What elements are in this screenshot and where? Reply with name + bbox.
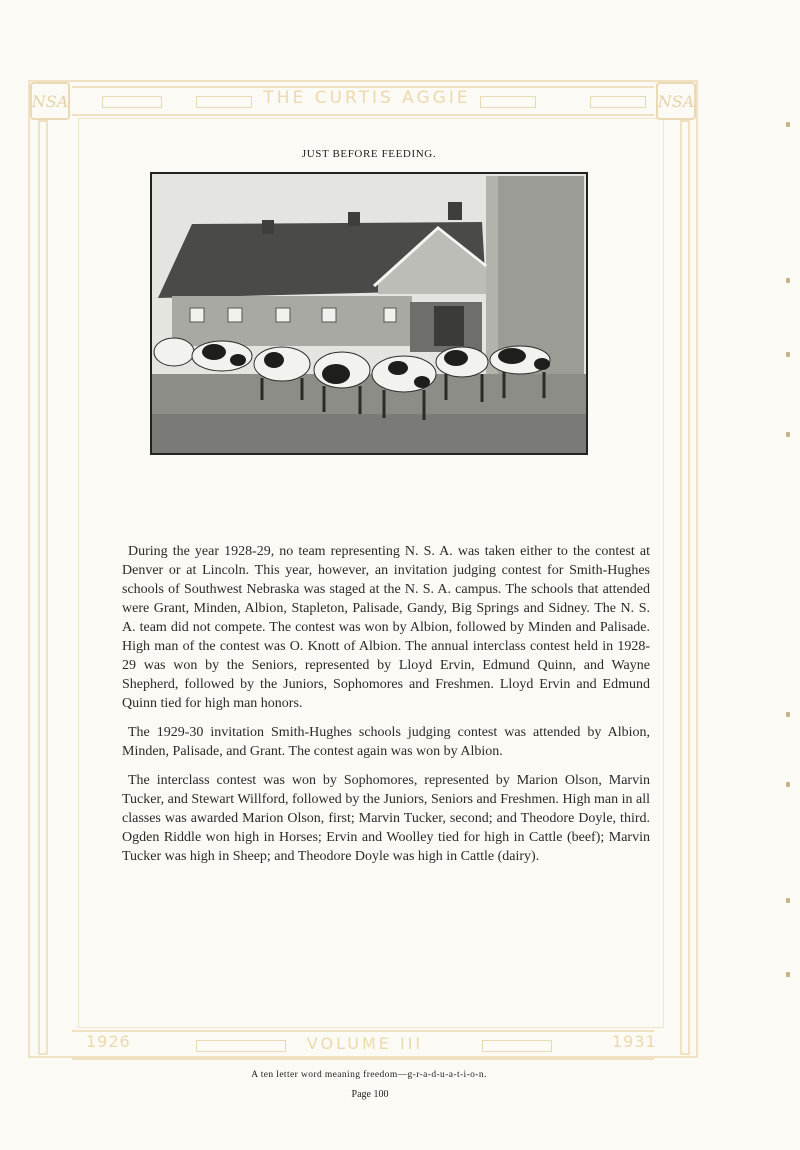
band-ornament: [102, 96, 162, 108]
band-ornament: [196, 96, 252, 108]
band-ornament: [590, 96, 646, 108]
yearbook-title: THE CURTIS AGGIE: [263, 88, 471, 108]
nsa-monogram-logo: NSA: [656, 82, 696, 120]
right-ornament-bar: [680, 120, 690, 1055]
footer-quote: A ten letter word meaning freedom—g-r-a-d-u-a-t-i-o-n.: [251, 1070, 487, 1080]
page-number: Page 100: [351, 1089, 389, 1100]
edge-speck: [786, 352, 790, 357]
edge-speck: [786, 782, 790, 787]
edge-speck: [786, 122, 790, 127]
band-ornament: [482, 1040, 552, 1052]
left-ornament-bar: [38, 120, 48, 1055]
article-paragraph: The interclass contest was won by Sophomores, represented by Marion Olson, Marvin Tucker, and Stewart Willford, followed by the Juniors, Seniors and Freshmen. High man in all classes was awarded Marion Olson, first; Marvin Tucker, second; and Theodore Doyle, third. Ogden Riddle won high in Horses; Ervin and Woolley tied for high in Cattle (beef); Marvin Tucker was high in Sheep; and Theodore Doyle was high in Cattle (dairy).: [122, 773, 650, 864]
nsa-monogram-logo: NSA: [30, 82, 70, 120]
edge-speck: [786, 898, 790, 903]
article-body: [122, 542, 650, 876]
cattle-barn-illustration: [152, 174, 586, 453]
edge-speck: [786, 278, 790, 283]
volume-end-year: 1931: [612, 1032, 657, 1051]
volume-start-year: 1926: [86, 1032, 131, 1051]
edge-speck: [786, 712, 790, 717]
article-paragraph: During the year 1928-29, no team representing N. S. A. was taken either to the contest at Denver or at Lincoln. This year, however, an invitation judging contest for Smith-Hughes schools of Southwest Nebraska was staged at the N. S. A. campus. The schools that attended were Grant, Minden, Albion, Stapleton, Palisade, Gandy, Big Springs and Sidney. The N. S. A. team did not compete. The contest was won by Albion, followed by Minden and Palisade. High man of the contest was O. Knott of Albion. The annual interclass contest held in 1928-29 was won by the Seniors, represented by Lloyd Ervin, Edmund Quinn, and Wayne Shepherd, followed by the Juniors, Sophomores and Freshmen. Lloyd Ervin and Edmund Quinn tied for high man honors.: [122, 544, 650, 711]
photo-caption: JUST BEFORE FEEDING.: [301, 148, 437, 160]
edge-speck: [786, 972, 790, 977]
edge-speck: [786, 432, 790, 437]
article-paragraph: The 1929-30 invitation Smith-Hughes schools judging contest was attended by Albion, Minden, Palisade, and Grant. The contest again was won by Albion.: [122, 725, 650, 759]
band-ornament: [196, 1040, 286, 1052]
cattle-barn-photo: [150, 172, 588, 455]
band-ornament: [480, 96, 536, 108]
volume-label: VOLUME III: [306, 1034, 424, 1053]
